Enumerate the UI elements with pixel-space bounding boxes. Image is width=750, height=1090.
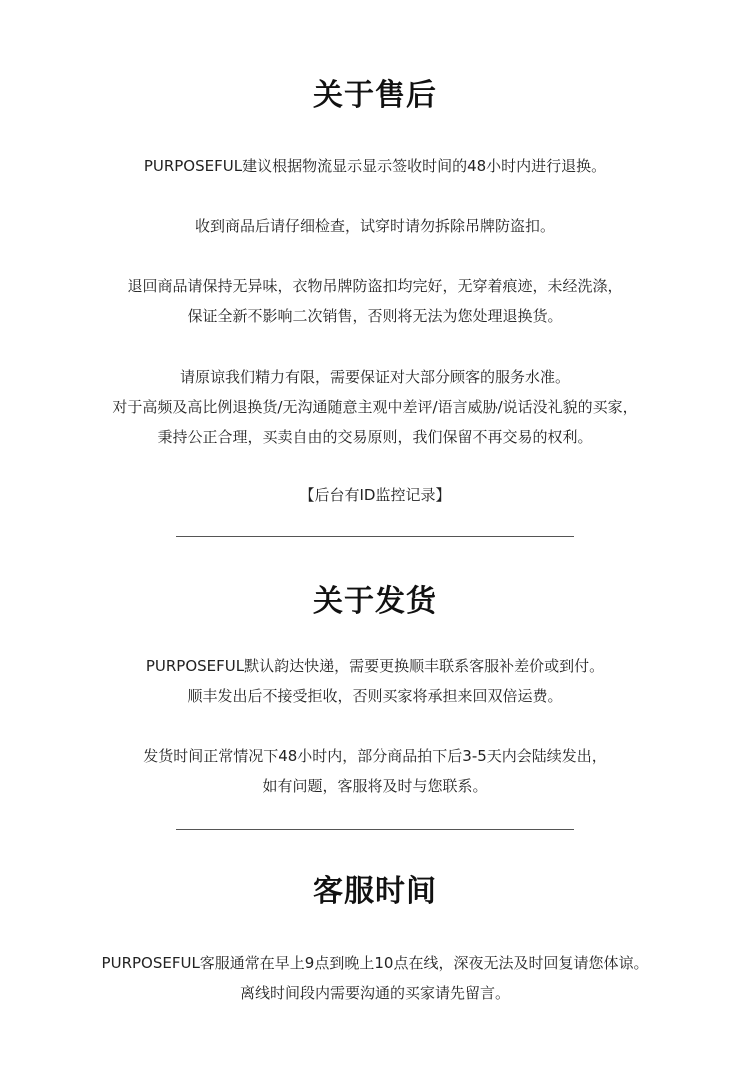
shipping-line-1: PURPOSEFUL默认韵达快递，需要更换顺丰联系客服补差价或到付。: [145, 657, 605, 675]
shipping-title: 关于发货: [313, 584, 437, 619]
service-hours-line-1: PURPOSEFUL客服通常在早上9点到晚上10点在线，深夜无法及时回复请您体谅。: [101, 954, 649, 972]
service-hours-line-2: 离线时间段内需要沟通的买家请先留言。: [239, 984, 510, 1002]
shipping-line-3: 发货时间正常情况下48小时内，部分商品拍下后3-5天内会陆续发出，: [143, 747, 607, 765]
shipping-line-2: 顺丰发出后不接受拒收，否则买家将承担来回双倍运费。: [187, 687, 563, 705]
after-sales-line-5: 请原谅我们精力有限，需要保证对大部分顾客的服务水准。: [179, 368, 570, 386]
after-sales-line-2: 收到商品后请仔细检查，试穿时请勿拆除吊牌防盗扣。: [194, 217, 555, 235]
after-sales-line-8: 【后台有ID监控记录】: [299, 486, 451, 504]
service-hours-title: 客服时间: [313, 874, 437, 909]
shipping-line-4: 如有问题，客服将及时与您联系。: [262, 777, 488, 795]
after-sales-line-7: 秉持公正合理，买卖自由的交易原则，我们保留不再交易的权利。: [157, 428, 593, 446]
after-sales-line-3: 退回商品请保持无异味，衣物吊牌防盗扣均完好，无穿着痕迹，未经洗涤，: [127, 277, 623, 295]
after-sales-line-4: 保证全新不影响二次销售，否则将无法为您处理退换货。: [187, 307, 563, 325]
section-divider-1: [176, 536, 574, 537]
section-divider-2: [176, 829, 574, 830]
after-sales-title: 关于售后: [313, 78, 437, 113]
after-sales-line-1: PURPOSEFUL建议根据物流显示显示签收时间的48小时内进行退换。: [143, 157, 607, 175]
after-sales-line-6: 对于高频及高比例退换货/无沟通随意主观中差评/语言威胁/说话没礼貌的买家，: [112, 398, 638, 416]
